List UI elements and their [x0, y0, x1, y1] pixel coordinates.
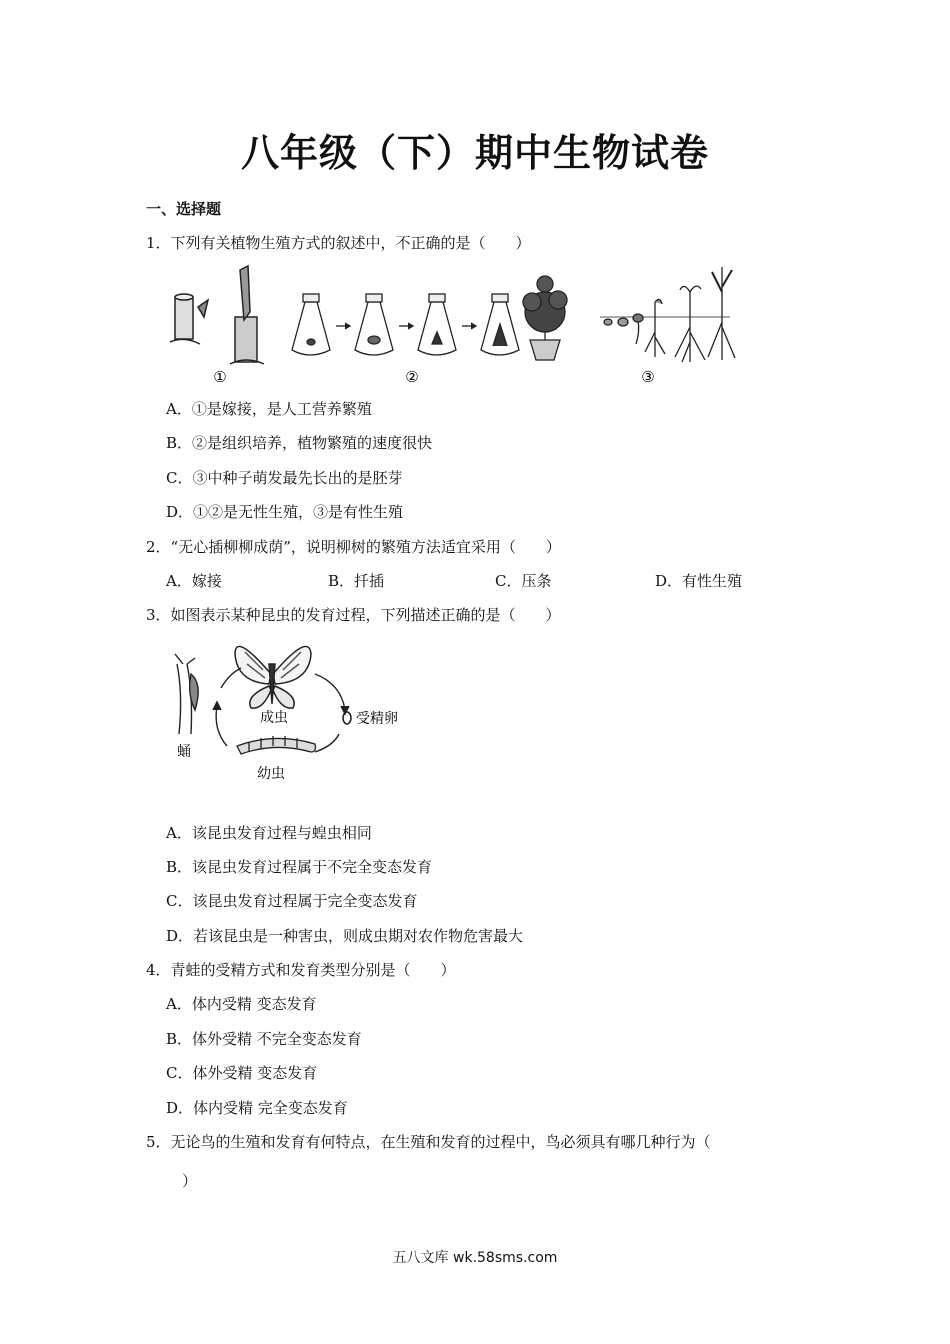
figure-label-3: ③ — [641, 368, 655, 386]
q3-life-cycle-figure — [165, 634, 425, 790]
question-3-stem: 3．如图表示某种昆虫的发育过程，下列描述正确的是（ ） — [146, 606, 561, 624]
q4-option-b: B．体外受精 不完全变态发育 — [166, 1030, 362, 1048]
q1-option-a: A．①是嫁接，是人工营养繁殖 — [166, 400, 372, 418]
question-5-stem: 5．无论鸟的生殖和发育有何特点，在生殖和发育的过程中，鸟必须具有哪几种行为（ — [146, 1133, 711, 1151]
seed-germination-illustration — [600, 267, 735, 362]
q4-option-a: A．体内受精 变态发育 — [166, 995, 317, 1013]
q1-option-c: C．③中种子萌发最先长出的是胚芽 — [166, 469, 403, 487]
grafting-illustration — [170, 266, 264, 364]
q1-option-d: D．①②是无性生殖，③是有性生殖 — [166, 503, 404, 521]
q2-option-c: C．压条 — [495, 572, 552, 590]
tissue-culture-illustration — [292, 276, 567, 360]
figure-label-1: ① — [213, 368, 227, 386]
q1-option-b: B．②是组织培养，植物繁殖的速度很快 — [166, 434, 433, 452]
figure-label-2: ② — [405, 368, 419, 386]
q3-option-c: C．该昆虫发育过程属于完全变态发育 — [166, 892, 418, 910]
label-larva: 幼虫 — [257, 766, 285, 782]
question-4-stem: 4．青蛙的受精方式和发育类型分别是（ ） — [146, 961, 456, 979]
label-egg: 受精卵 — [356, 711, 398, 727]
q3-option-b: B．该昆虫发育过程属于不完全变态发育 — [166, 858, 433, 876]
q4-option-d: D．体内受精 完全变态发育 — [166, 1099, 348, 1117]
question-1-stem: 1．下列有关植物生殖方式的叙述中，不正确的是（ ） — [146, 234, 531, 252]
question-2-stem: 2．“无心插柳柳成荫”，说明柳树的繁殖方法适宜采用（ ） — [146, 538, 561, 556]
q2-option-d: D．有性生殖 — [655, 572, 743, 590]
label-pupa: 蛹 — [177, 744, 191, 760]
q3-option-d: D．若该昆虫是一种害虫，则成虫期对农作物危害最大 — [166, 927, 524, 945]
section-heading: 一、选择题 — [146, 200, 222, 218]
egg-icon — [343, 712, 351, 724]
q4-option-c: C．体外受精 变态发育 — [166, 1064, 318, 1082]
q1-figure — [160, 262, 740, 388]
q2-option-a: A．嫁接 — [166, 572, 222, 590]
larva-illustration — [237, 736, 316, 754]
label-adult: 成虫 — [260, 710, 288, 726]
butterfly-adult-illustration — [235, 646, 311, 708]
q3-option-a: A．该昆虫发育过程与蝗虫相同 — [166, 824, 372, 842]
question-5-stem-continued: ） — [182, 1172, 198, 1190]
footer-watermark: 五八文库 wk.58sms.com — [392, 1250, 558, 1266]
q2-option-b: B．扦插 — [328, 572, 385, 590]
page-title: 八年级（下）期中生物试卷 — [240, 131, 709, 175]
pupa-illustration — [175, 654, 198, 734]
